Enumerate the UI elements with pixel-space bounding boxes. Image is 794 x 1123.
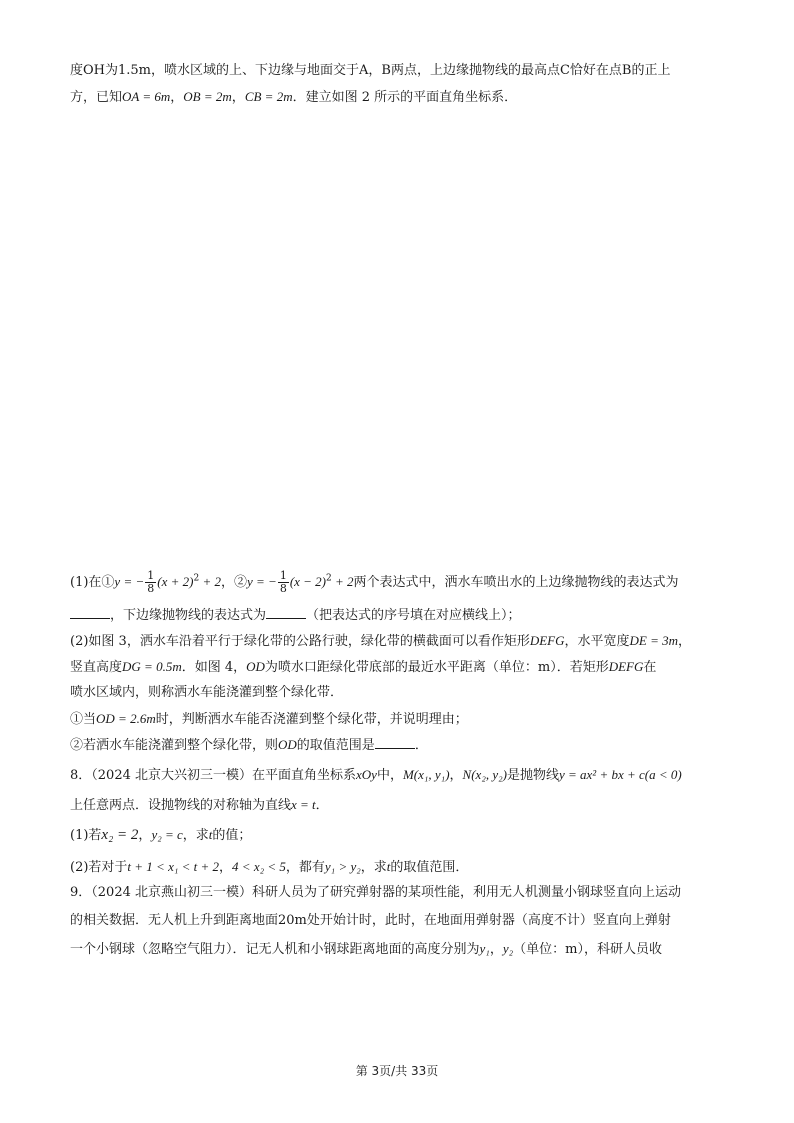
p8-text: ，求 bbox=[182, 828, 209, 843]
q2-text: 为喷水口距绿化带底部的最近水平距离（单位：m）．若矩形 bbox=[264, 660, 609, 675]
math-y2: y₂ = c bbox=[151, 827, 183, 842]
math-cb: CB = 2m bbox=[244, 89, 293, 104]
p8-text: ，求 bbox=[360, 860, 387, 875]
q1-line-1 bbox=[70, 570, 730, 595]
p8-text: (1)若 bbox=[70, 828, 102, 843]
math-point-m: M(x₁, y₁) bbox=[402, 767, 450, 782]
eq1-denominator: 8 bbox=[147, 582, 155, 595]
eq2-body: (x − 2) bbox=[289, 574, 327, 589]
math-od: OD bbox=[246, 659, 265, 674]
p8-sub-2 bbox=[70, 858, 730, 877]
math-od: OD bbox=[278, 737, 297, 752]
eq1-tail: + 2 bbox=[199, 574, 221, 589]
math-point-n: N(x₂, y₂) bbox=[462, 767, 507, 782]
q2-text: ②若洒水车能浇灌到整个绿化带，则 bbox=[70, 738, 279, 753]
q2-text: 竖直高度 bbox=[70, 660, 123, 675]
math-ob: OB = 2m bbox=[183, 89, 232, 104]
q2-text: 在 bbox=[643, 660, 657, 675]
math-y1: y₁ bbox=[479, 941, 490, 956]
punct: ， bbox=[170, 90, 184, 105]
q2-line-4 bbox=[70, 710, 730, 729]
p8-text: (2)若对于 bbox=[70, 860, 128, 875]
eq1-numerator: 1 bbox=[147, 569, 155, 582]
p8-line-1 bbox=[70, 766, 730, 785]
q2-text: ．如图 4， bbox=[181, 660, 247, 675]
math-od-value: OD = 2.6m bbox=[96, 711, 156, 726]
p9-text: 的相关数据．无人机上升到距离地面20m处开始计时，此时，在地面用弹射器（高度不计）竖直向上弹射 bbox=[70, 913, 671, 928]
math-y-compare: y₁ > y₂ bbox=[324, 859, 361, 874]
q2-text: 喷水区域内，则称洒水车能浇灌到整个绿化带． bbox=[70, 685, 344, 700]
eq2-exponent: 2 bbox=[326, 573, 332, 584]
punct: ， bbox=[489, 942, 503, 957]
intro-line-1 bbox=[70, 62, 730, 80]
q1-mid: ，② bbox=[220, 575, 247, 590]
math-defg: DEFG bbox=[608, 659, 644, 674]
math-t: t bbox=[208, 827, 213, 842]
p8-sub-1 bbox=[70, 826, 730, 845]
eq1-lhs: y = − bbox=[114, 574, 145, 589]
p9-line-2 bbox=[70, 912, 730, 930]
math-x2: x₂ = 2 bbox=[101, 827, 139, 843]
q2-line-2 bbox=[70, 658, 730, 677]
punct: ， bbox=[138, 828, 152, 843]
q2-text: ①当 bbox=[70, 712, 97, 727]
eq1-fraction bbox=[145, 570, 156, 595]
q2-text: 的取值范围是 bbox=[296, 738, 375, 753]
q2-line-3 bbox=[70, 684, 730, 702]
p9-text: 9．（2024 北京燕山初三一模）科研人员为了研究弹射器的某项性能，利用无人机测量小钢球竖直向上运动 bbox=[70, 885, 681, 900]
math-xoy: xOy bbox=[356, 767, 377, 782]
q2-text: ，水平宽度 bbox=[564, 634, 630, 649]
eq1-exponent: 2 bbox=[193, 573, 200, 584]
math-de: DE = 3m bbox=[629, 633, 679, 648]
p9-text: 一个小钢球（忽略空气阻力）．记无人机和小钢球距离地面的高度分别为 bbox=[70, 942, 480, 957]
p8-text: 上任意两点．设抛物线的对称轴为直线 bbox=[70, 798, 292, 813]
q2-text: 时，判断洒水车能否浇灌到整个绿化带，并说明理由； bbox=[155, 712, 468, 727]
punct: ， bbox=[449, 768, 463, 783]
math-x1-range: t + 1 < x₁ < t + 2 bbox=[127, 859, 220, 874]
p8-text: 8．（2024 北京大兴初三一模）在平面直角坐标系 bbox=[70, 768, 356, 783]
p9-line-3 bbox=[70, 940, 730, 959]
p8-text: ，都有 bbox=[285, 860, 325, 875]
math-oa: OA = 6m bbox=[122, 89, 171, 104]
q2-line-1 bbox=[70, 632, 730, 651]
p8-text: 的值； bbox=[212, 828, 252, 843]
math-t: t bbox=[386, 859, 391, 874]
eq1-body: (x + 2) bbox=[157, 574, 194, 589]
answer-blank-2[interactable] bbox=[266, 606, 306, 619]
math-x2-range: 4 < x₂ < 5 bbox=[232, 859, 286, 874]
math-axis: x = t bbox=[291, 797, 316, 812]
p8-text: 是抛物线 bbox=[506, 768, 559, 783]
intro-text: 方，已知 bbox=[70, 90, 123, 105]
p8-text: 的取值范围． bbox=[390, 860, 469, 875]
q1-line-2 bbox=[70, 606, 730, 625]
punct: ． bbox=[315, 798, 329, 813]
intro-line-2 bbox=[70, 88, 730, 107]
page-footer: 第 3页/共 33页 bbox=[355, 1064, 439, 1078]
eq2-numerator: 1 bbox=[279, 569, 287, 582]
p9-text: （单位：m），科研人员收 bbox=[513, 942, 662, 957]
math-defg: DEFG bbox=[529, 633, 565, 648]
math-y2: y₂ bbox=[502, 941, 514, 956]
eq2-lhs: y = − bbox=[246, 574, 277, 589]
q2-text: (2)如图 3，洒水车沿着平行于绿化带的公路行驶，绿化带的横截面可以看作矩形 bbox=[70, 634, 530, 649]
punct: ， bbox=[678, 634, 692, 649]
eq2-fraction bbox=[278, 570, 289, 595]
intro-text: 度OH为1.5m，喷水区域的上、下边缘与地面交于A，B两点，上边缘抛物线的最高点C恰好在点B的正上 bbox=[70, 63, 671, 78]
eq2-tail: + 2 bbox=[331, 574, 354, 589]
answer-blank-3[interactable] bbox=[375, 736, 415, 749]
q1-after: 两个表达式中，洒水车喷出水的上边缘抛物线的表达式为 bbox=[353, 575, 679, 590]
intro-text: ．建立如图 2 所示的平面直角坐标系． bbox=[292, 90, 518, 105]
answer-blank-1[interactable] bbox=[70, 606, 110, 619]
q1-text: ，下边缘抛物线的表达式为 bbox=[110, 608, 267, 623]
punct: ． bbox=[414, 738, 428, 753]
punct: ， bbox=[231, 90, 245, 105]
punct: ， bbox=[219, 860, 233, 875]
p8-line-2 bbox=[70, 796, 730, 815]
math-dg: DG = 0.5m bbox=[122, 659, 182, 674]
p8-text: 中， bbox=[376, 768, 403, 783]
eq2-denominator: 8 bbox=[279, 582, 287, 595]
p9-line-1 bbox=[70, 884, 730, 902]
math-parabola: y = ax² + bx + c(a < 0) bbox=[558, 767, 682, 782]
q1-text: （把表达式的序号填在对应横线上）； bbox=[306, 608, 521, 623]
q1-prefix: (1)在① bbox=[70, 575, 115, 590]
q2-line-5 bbox=[70, 736, 730, 755]
